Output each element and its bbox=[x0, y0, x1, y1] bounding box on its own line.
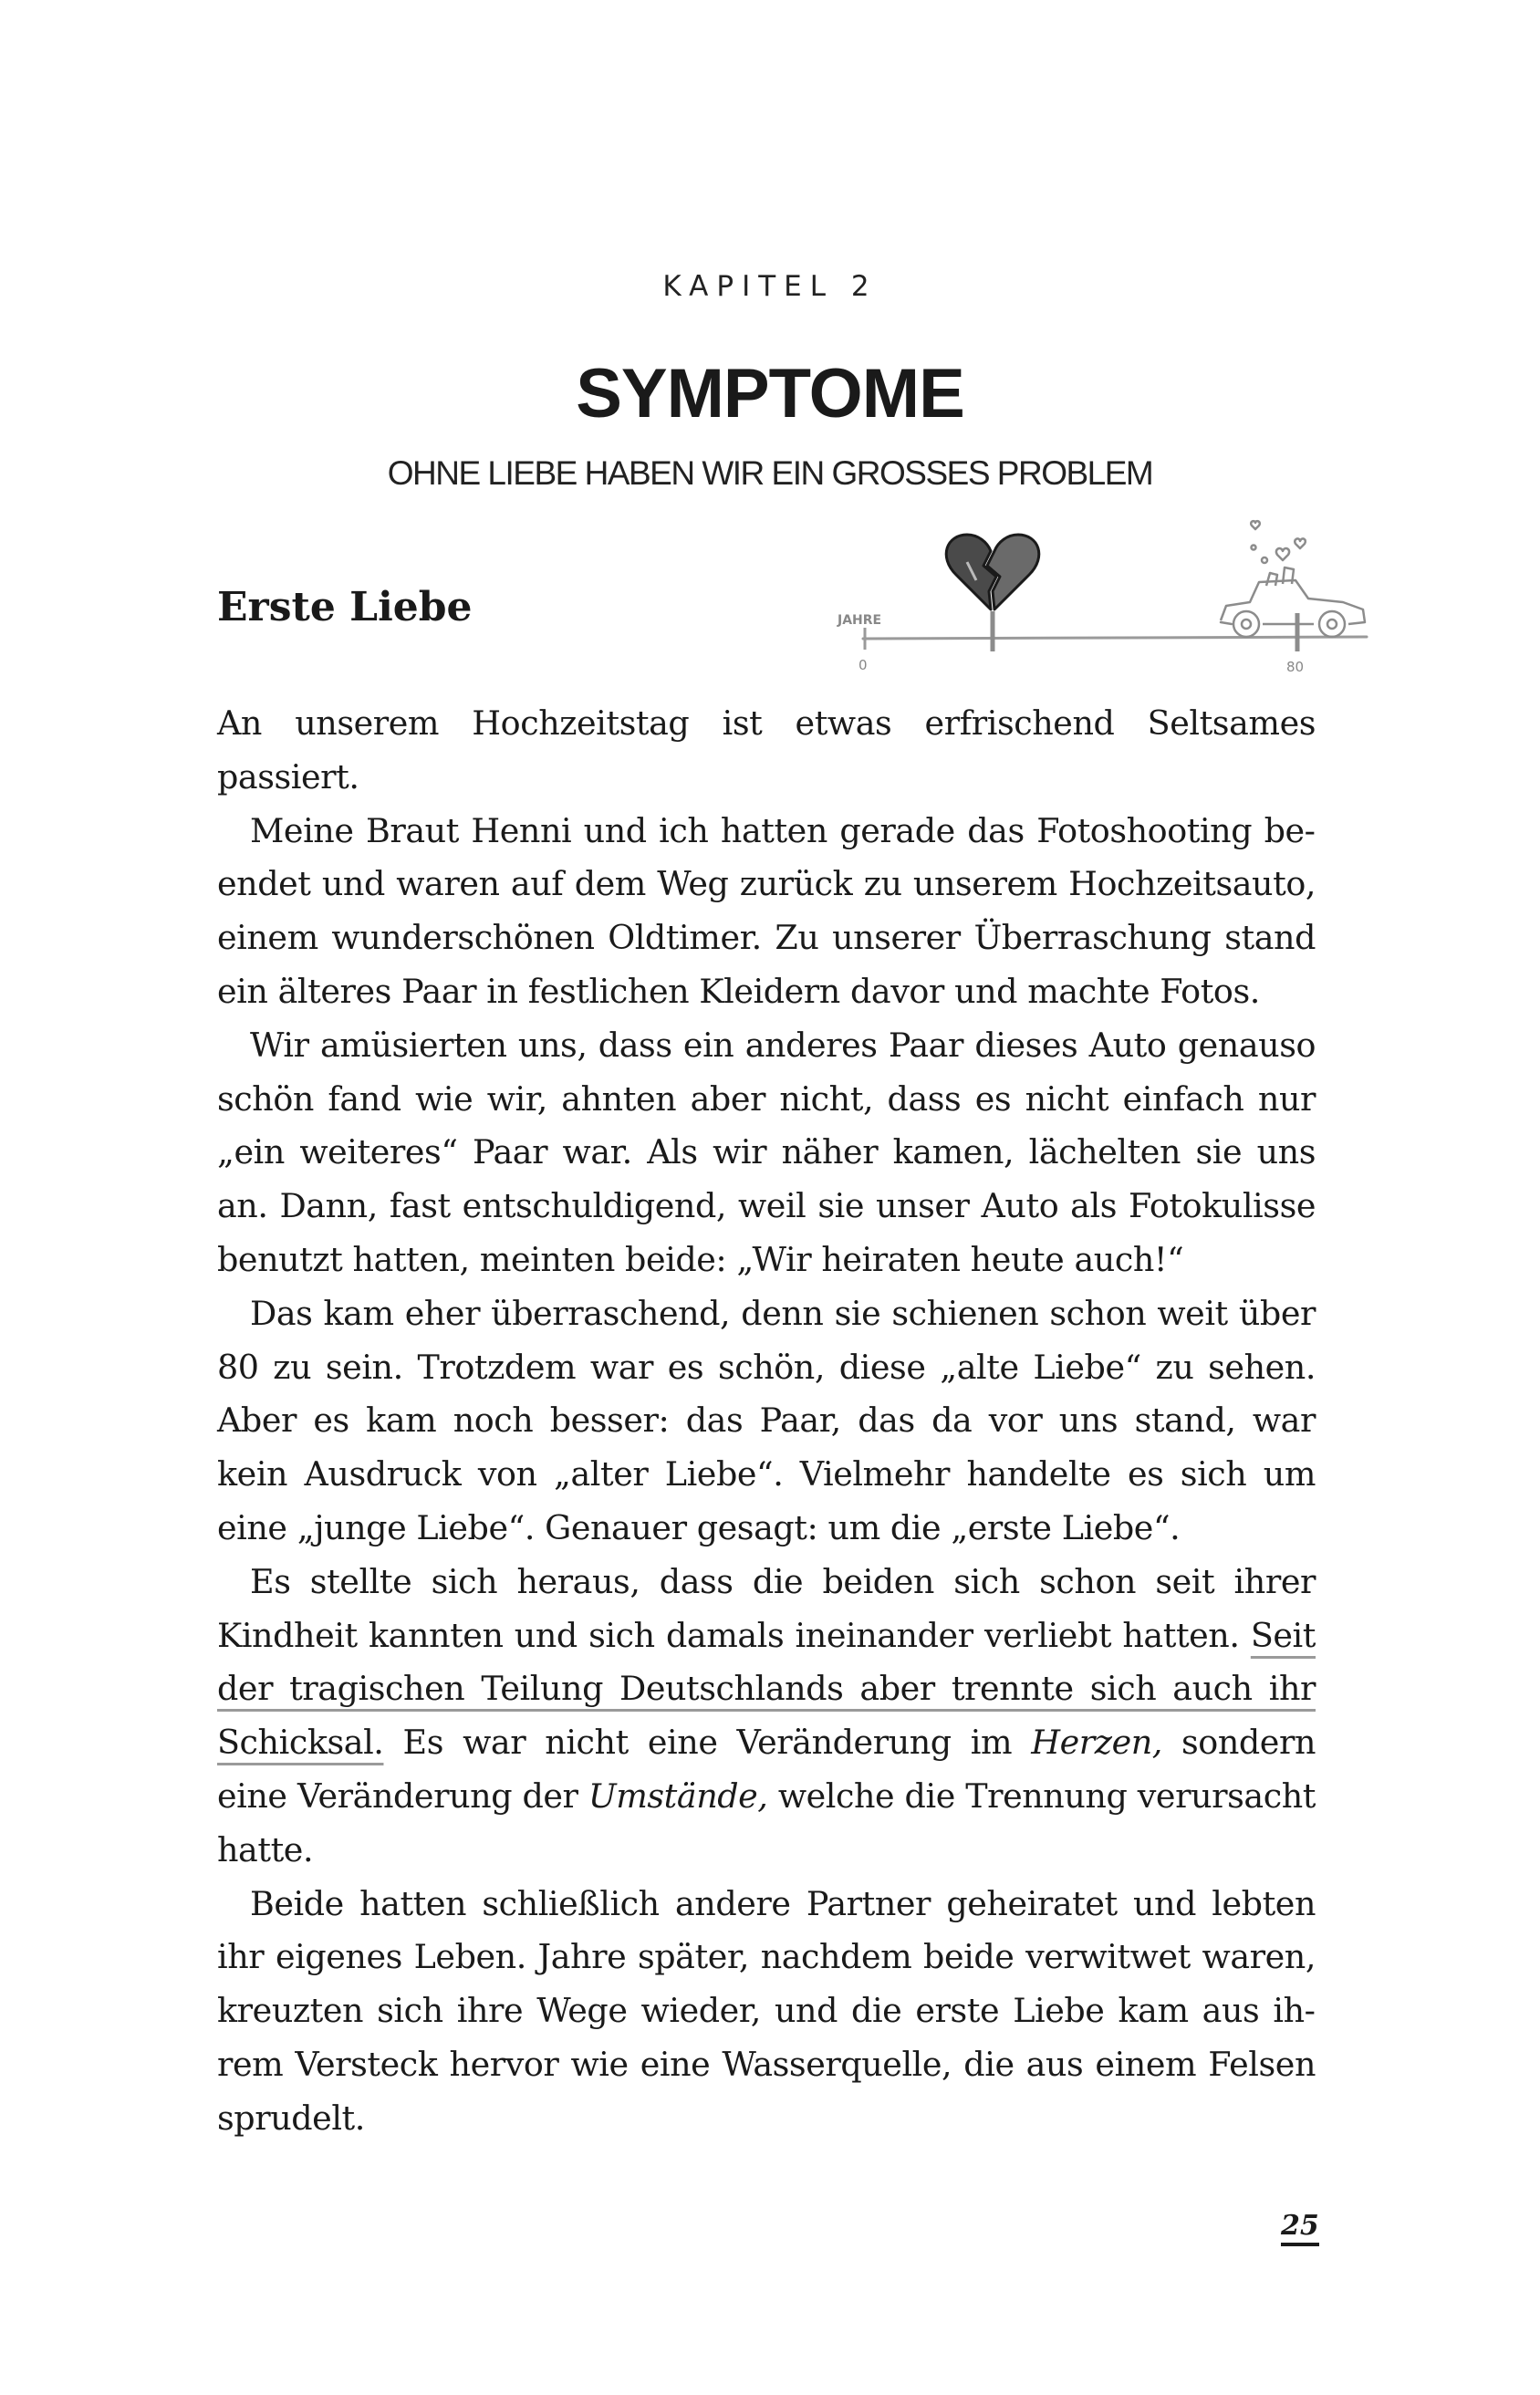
timeline-axis bbox=[863, 637, 1367, 639]
section-title: Erste Liebe bbox=[217, 584, 473, 630]
paragraph-text: welche die Trennung verursacht hatte. bbox=[217, 1775, 1316, 1869]
highlighted-sentence: Seit der tragischen Teilung Deutschlands aber trennte sich auch ihr Schicksal. bbox=[217, 1615, 1316, 1763]
timeline-illustration bbox=[821, 518, 1378, 682]
paragraph: Das kam eher überraschend, denn sie schienen schon weit über 80 zu sein. Trotzdem war es schön, diese „alte Liebe“ zu sehen. Aber es kam noch besser: das Paar, das da vor uns stand, war kein Ausdruck von „alter Liebe“. Vielmehr handelte es sich um eine „junge Liebe“. Genauer gesagt: um die „erste Liebe“. bbox=[217, 1293, 1316, 1547]
vintage-car-icon bbox=[1221, 521, 1365, 637]
paragraph: An unserem Hochzeitstag ist etwas erfrischend Seltsames passiert. bbox=[217, 703, 1316, 797]
body-text bbox=[217, 697, 1316, 2146]
paragraph-text: sondern eine Veränderung der bbox=[217, 1723, 1316, 1816]
emphasis-text: Umstände, bbox=[588, 1775, 768, 1816]
paragraph-text: Es stellte sich heraus, dass die beiden sich schon seit ihrer Kindheit kannten und sich damals ineinander verliebt hatten. bbox=[217, 1561, 1316, 1655]
paragraph-text: Es war nicht eine Veränderung im bbox=[383, 1723, 1032, 1763]
page-number: 25 bbox=[1281, 2212, 1319, 2246]
paragraph: Beide hatten schließlich andere Partner geheiratet und lebten ihr eigenes Leben. Jahre später, nachdem beide verwitwet waren, kreuzten sich ihre Wege wieder, und die erste Liebe kam aus ihrem Versteck hervor wie eine Wasserquelle, die aus einem Felsen sprudelt. bbox=[217, 1883, 1316, 2138]
paragraph: Wir amüsierten uns, dass ein anderes Paar dieses Auto genauso schön fand wie wir, ahnten aber nicht, dass es nicht einfach nur „ein weiteres“ Paar war. Als wir näher kamen, lächelten sie uns an. Dann, fast entschuldigend, weil sie unser Auto als Fotokulisse benutzt hatten, meinten beide: „Wir heiraten heute auch!“ bbox=[217, 1025, 1316, 1279]
chapter-title: SYMPTOME bbox=[576, 355, 964, 432]
timeline-tick-start-label: 0 bbox=[858, 657, 868, 673]
emphasis-text: Herzen, bbox=[1031, 1723, 1162, 1763]
timeline-axis-label: JAHRE bbox=[838, 613, 882, 628]
timeline-tick-end-label: 80 bbox=[1286, 659, 1305, 675]
chapter-subtitle: OHNE LIEBE HABEN WIR EIN GROSSES PROBLEM bbox=[387, 454, 1153, 492]
paragraph: Meine Braut Henni und ich hatten gerade das Fotoshooting beendet und waren auf dem Weg zurück zu unserem Hochzeitsauto, einem wunderschönen Oldtimer. Zu unserer Überraschung stand ein älteres Paar in festlichen Kleidern davor und machte Fotos. bbox=[217, 810, 1316, 1011]
broken-heart-icon bbox=[946, 535, 1039, 609]
chapter-label: KAPITEL 2 bbox=[662, 270, 878, 303]
paragraph bbox=[217, 1556, 1316, 1878]
